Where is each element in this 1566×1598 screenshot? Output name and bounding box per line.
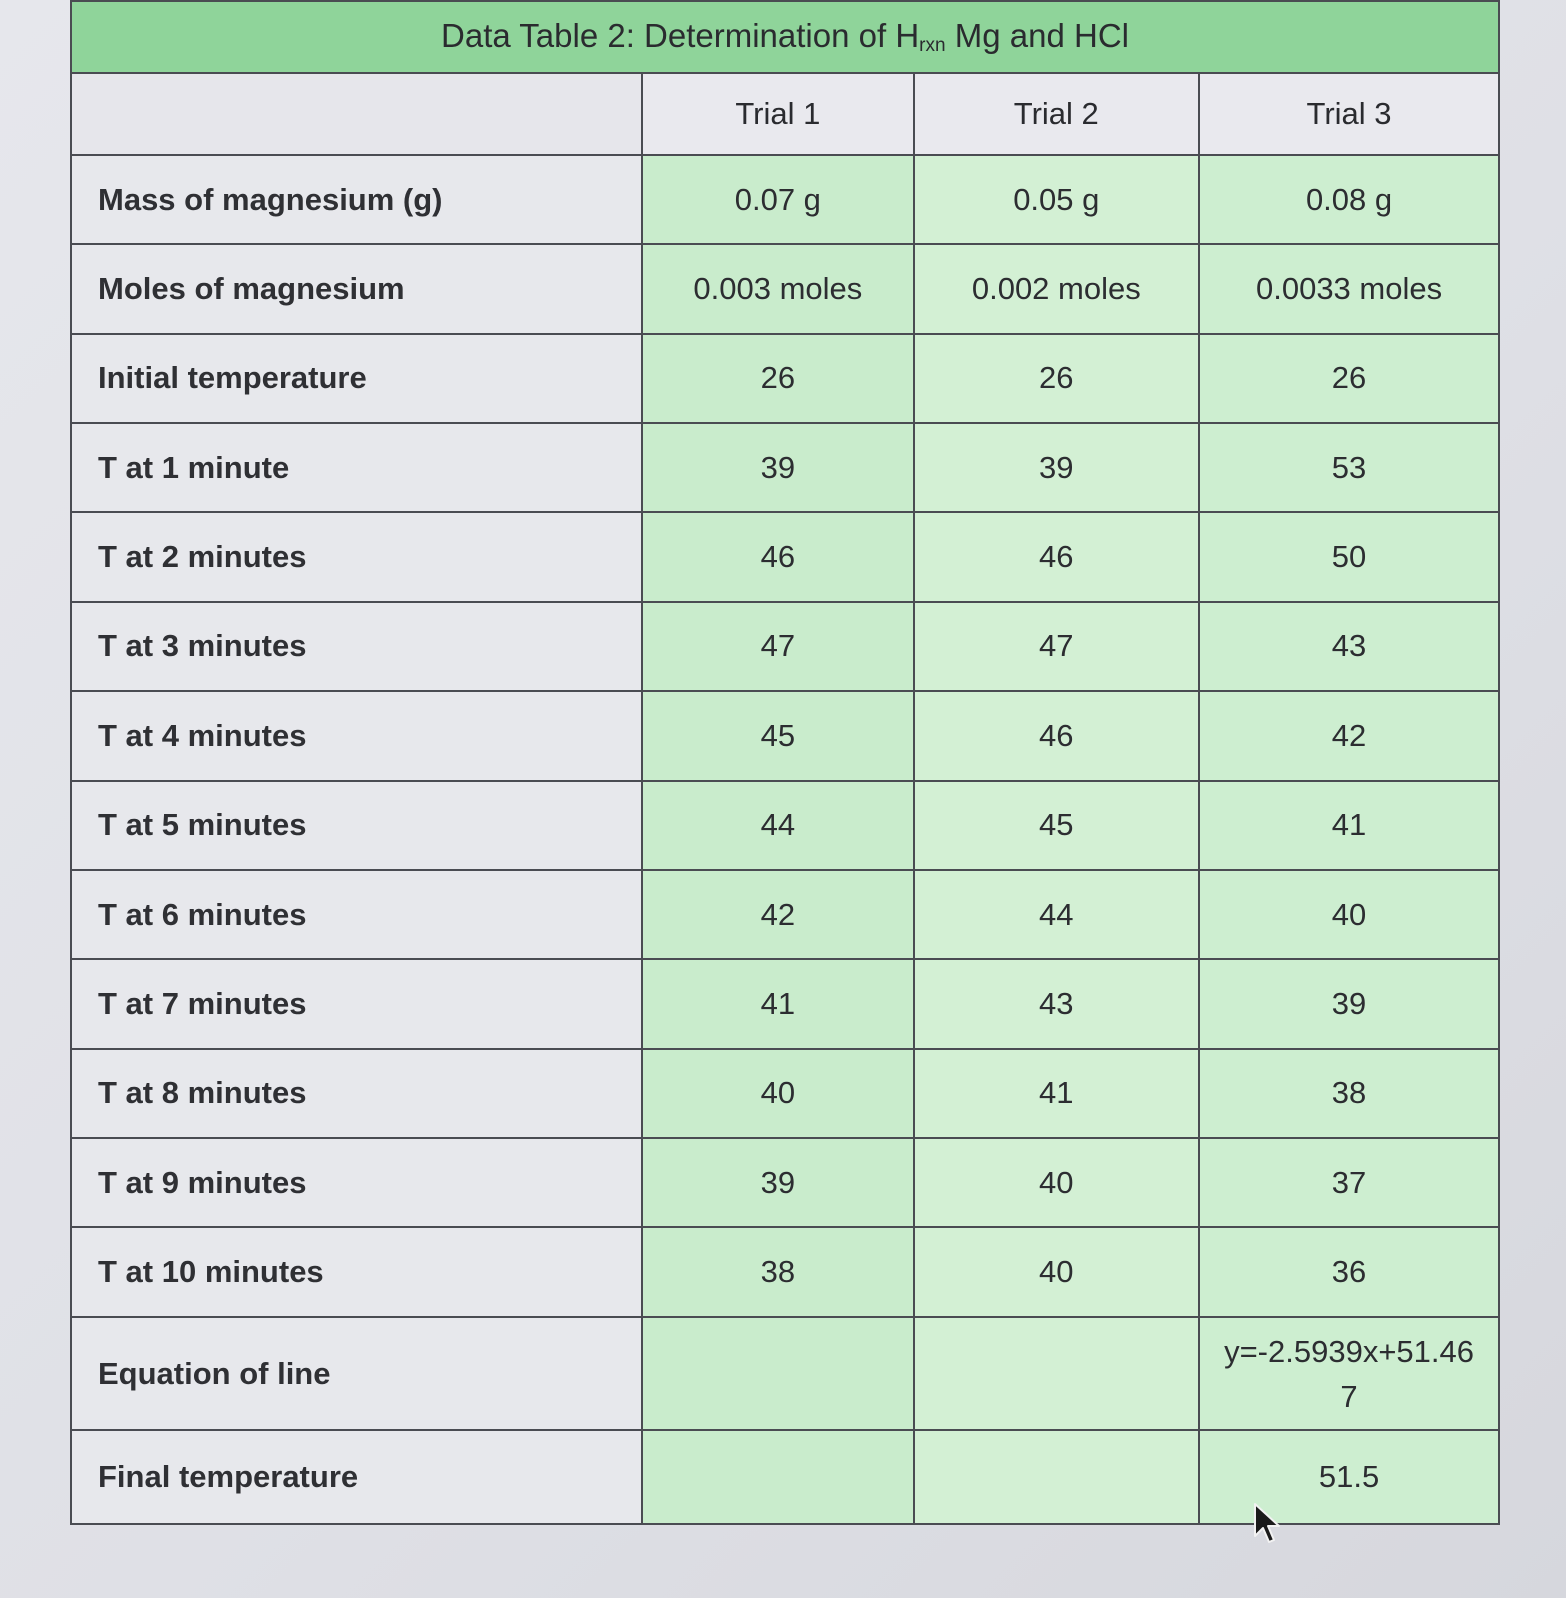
trial-2-cell: 0.05 g (914, 155, 1200, 244)
trial-2-cell: 46 (914, 691, 1200, 780)
trial-2-cell: 39 (914, 423, 1200, 512)
table-row (71, 1317, 1499, 1431)
trial-1-cell: 41 (642, 959, 913, 1048)
trial-1-cell: 40 (642, 1049, 913, 1138)
header-blank (71, 73, 642, 155)
trial-3-cell: 50 (1199, 512, 1499, 601)
table-row (71, 423, 1499, 512)
row-label: Final temperature (71, 1430, 642, 1524)
row-label: T at 8 minutes (71, 1049, 642, 1138)
row-label: T at 9 minutes (71, 1138, 642, 1227)
trial-2-cell (914, 1430, 1200, 1524)
header-trial-1: Trial 1 (642, 73, 913, 155)
trial-3-cell (1199, 1317, 1499, 1431)
line-equation-text: y=-2.5939x+51.467 (1224, 1333, 1475, 1414)
trial-1-cell (642, 1317, 913, 1431)
trial-2-cell: 40 (914, 1227, 1200, 1316)
table-title-subscript: rxn (919, 35, 946, 56)
trial-2-cell: 41 (914, 1049, 1200, 1138)
trial-1-cell: 0.003 moles (642, 244, 913, 333)
trial-2-cell: 46 (914, 512, 1200, 601)
trial-1-cell: 39 (642, 423, 913, 512)
trial-1-cell: 42 (642, 870, 913, 959)
row-label: T at 2 minutes (71, 512, 642, 601)
table-row (71, 512, 1499, 601)
trial-3-cell: 42 (1199, 691, 1499, 780)
row-label: T at 10 minutes (71, 1227, 642, 1316)
header-trial-3: Trial 3 (1199, 73, 1499, 155)
trial-1-cell: 47 (642, 602, 913, 691)
trial-1-cell: 44 (642, 781, 913, 870)
trial-3-cell: 38 (1199, 1049, 1499, 1138)
trial-3-cell: 26 (1199, 334, 1499, 423)
table-row (71, 691, 1499, 780)
trial-3-cell: 37 (1199, 1138, 1499, 1227)
table-row (71, 870, 1499, 959)
trial-3-cell: 43 (1199, 602, 1499, 691)
row-label: Moles of magnesium (71, 244, 642, 333)
row-label: Initial temperature (71, 334, 642, 423)
trial-2-cell: 26 (914, 334, 1200, 423)
trial-2-cell: 45 (914, 781, 1200, 870)
trial-1-cell: 46 (642, 512, 913, 601)
data-table (70, 0, 1500, 1525)
table-row (71, 959, 1499, 1048)
trial-3-cell: 53 (1199, 423, 1499, 512)
table-row (71, 1049, 1499, 1138)
trial-1-cell: 39 (642, 1138, 913, 1227)
table-body (71, 155, 1499, 1524)
row-label: T at 5 minutes (71, 781, 642, 870)
row-label: T at 3 minutes (71, 602, 642, 691)
trial-1-cell: 45 (642, 691, 913, 780)
table-title-suffix: Mg and HCl (945, 17, 1129, 54)
trial-2-cell (914, 1317, 1200, 1431)
trial-2-cell: 0.002 moles (914, 244, 1200, 333)
table-row (71, 1227, 1499, 1316)
trial-3-cell: 39 (1199, 959, 1499, 1048)
data-table-sheet (70, 0, 1500, 1525)
table-row (71, 1138, 1499, 1227)
table-row (71, 781, 1499, 870)
table-row (71, 1430, 1499, 1524)
table-title (71, 1, 1499, 73)
trial-3-cell: 40 (1199, 870, 1499, 959)
trial-2-cell: 44 (914, 870, 1200, 959)
table-row (71, 155, 1499, 244)
table-title-prefix: Data Table 2: Determination of H (441, 17, 920, 54)
trial-3-cell: 0.0033 moles (1199, 244, 1499, 333)
trial-1-cell: 0.07 g (642, 155, 913, 244)
mouse-pointer-icon (1252, 1502, 1282, 1546)
trial-3-cell: 0.08 g (1199, 155, 1499, 244)
trial-1-cell (642, 1430, 913, 1524)
trial-2-cell: 40 (914, 1138, 1200, 1227)
table-row (71, 244, 1499, 333)
trial-3-cell: 41 (1199, 781, 1499, 870)
row-label: T at 6 minutes (71, 870, 642, 959)
table-row (71, 602, 1499, 691)
trial-2-cell: 43 (914, 959, 1200, 1048)
row-label: Mass of magnesium (g) (71, 155, 642, 244)
table-row (71, 334, 1499, 423)
trial-3-cell: 51.5 (1199, 1430, 1499, 1524)
row-label: Equation of line (71, 1317, 642, 1431)
trial-3-cell: 36 (1199, 1227, 1499, 1316)
header-trial-2: Trial 2 (914, 73, 1200, 155)
trial-1-cell: 26 (642, 334, 913, 423)
trial-2-cell: 47 (914, 602, 1200, 691)
trial-1-cell: 38 (642, 1227, 913, 1316)
row-label: T at 7 minutes (71, 959, 642, 1048)
row-label: T at 4 minutes (71, 691, 642, 780)
row-label: T at 1 minute (71, 423, 642, 512)
